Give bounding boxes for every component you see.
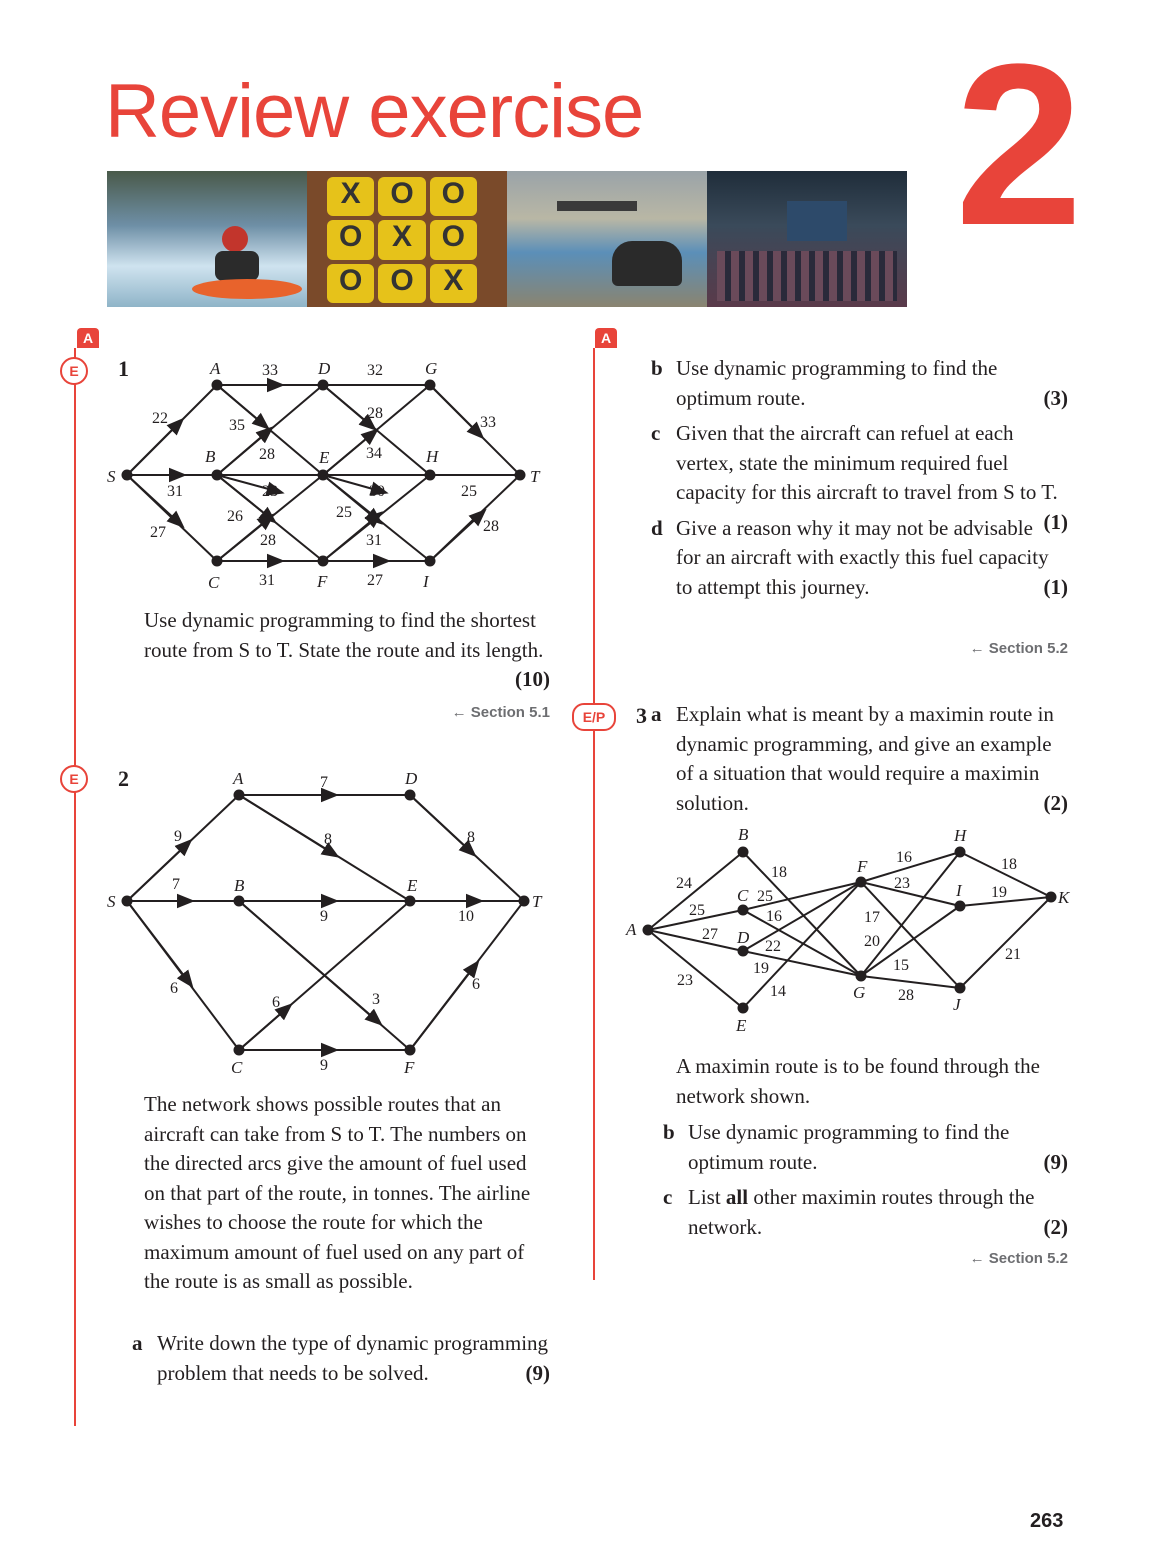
badge-a-right: A: [595, 328, 617, 348]
chapter-number: 2: [955, 16, 1083, 273]
q3-node-c: C: [737, 886, 749, 905]
q1-node-a: A: [210, 359, 221, 378]
q2-part-a-marks: (9): [525, 1360, 550, 1385]
q2-section-link[interactable]: ← Section 5.2: [969, 640, 1068, 657]
q2-part-a: [132, 1329, 550, 1388]
q2-node-e: E: [407, 876, 418, 895]
q1-weight: 28: [260, 532, 276, 549]
q3-weight: 24: [676, 875, 692, 892]
q3-weight: 14: [770, 983, 786, 1000]
badge-e-q1: E: [60, 357, 88, 385]
q3-part-b-label: b: [663, 1120, 675, 1144]
q3-edge-a-e: [648, 930, 743, 1008]
q2-weight: 10: [458, 908, 474, 925]
q1-weight: 31: [259, 572, 275, 589]
header-photo-strip: [107, 171, 907, 307]
q1-node-h: H: [426, 447, 439, 466]
q1-weight: 25: [336, 504, 352, 521]
q2-weight: 7: [172, 876, 180, 893]
stock-exchange-photo: [707, 171, 907, 307]
q1-weight: 28: [483, 518, 499, 535]
q3-part-b-text: Use dynamic programming to find the optimum route.: [688, 1120, 1010, 1174]
q1-weight: 28: [367, 405, 383, 422]
q2-part-c-text: Given that the aircraft can refuel at each vertex, state the minimum required fuel capacity for this aircraft to travel from S to T.: [676, 421, 1058, 504]
q2-part-a-label: a: [132, 1331, 143, 1355]
badge-e-q2: E: [60, 765, 88, 793]
q2-node-b: B: [234, 876, 245, 895]
q3-weight: 21: [1005, 946, 1021, 963]
q1-node-b: B: [205, 447, 216, 466]
q3-weight: 25: [757, 888, 773, 905]
q3-weight: 27: [702, 926, 718, 943]
q2-part-c-marks: (1): [1043, 509, 1068, 534]
q2-node-t: T: [532, 892, 542, 911]
q1-section-link[interactable]: ← Section 5.1: [451, 704, 550, 721]
q3-node-b: B: [738, 825, 749, 844]
q3-part-a-marks: (2): [1043, 790, 1068, 815]
q1-weight: 32: [367, 362, 383, 379]
q3-weight: 18: [1001, 856, 1017, 873]
q3-network-diagram: [620, 820, 1080, 1040]
q3-node-d: D: [737, 928, 750, 947]
q1-node-f: F: [317, 572, 328, 591]
q3-edge-j-k: [960, 897, 1051, 988]
q3-weight: 22: [765, 938, 781, 955]
q3-weight: 20: [864, 933, 880, 950]
q3-intro: A maximin route is to be found through the network shown.: [676, 1054, 1040, 1108]
q2-parts-continued: [651, 354, 1068, 602]
q3-weight: 19: [753, 960, 769, 977]
q2-weight: 9: [174, 828, 182, 845]
q3-node-e: E: [736, 1016, 747, 1035]
q2-weight: 3: [372, 991, 380, 1008]
q1-weight: 34: [366, 445, 382, 462]
q3-weight: 19: [991, 884, 1007, 901]
q2-weight: 8: [324, 831, 332, 848]
q3-part-a: [651, 700, 1068, 818]
right-margin-rule: [593, 348, 595, 1280]
q3-node-i: I: [956, 881, 962, 900]
q1-weight: 31: [366, 532, 382, 549]
q3-weight: 16: [766, 908, 782, 925]
q3-node-g: G: [853, 983, 866, 1002]
q3-parts-bc: [663, 1118, 1068, 1242]
q1-weight: 26: [227, 508, 243, 525]
q3-node-j: J: [953, 995, 961, 1014]
q3-part-c-text-bold: all: [725, 1185, 749, 1209]
q2-weight: 6: [472, 976, 480, 993]
q3-weight: 23: [677, 972, 693, 989]
q3-part-a-text: Explain what is meant by a maximin route in dynamic programming, and give an example of a situation that would require a maximin solution.: [676, 702, 1054, 815]
q2-weight: 7: [320, 774, 328, 791]
q1-node-d: D: [318, 359, 331, 378]
q2-part-a-text: Write down the type of dynamic programming problem that needs to be solved.: [157, 1331, 549, 1385]
q2-node-c: C: [231, 1058, 243, 1077]
q1-weight: 30: [369, 483, 385, 500]
q3-weight: 18: [771, 864, 787, 881]
q1-weight: 23: [262, 483, 278, 500]
q1-weight: 31: [167, 483, 183, 500]
q1-marks: (10): [515, 667, 550, 691]
q1-node-i: I: [423, 572, 429, 591]
q2-node-f: F: [404, 1058, 415, 1077]
q1-weight: 28: [259, 446, 275, 463]
q1-node-g: G: [425, 359, 438, 378]
q1-weight: 27: [367, 572, 383, 589]
page-title: Review exercise: [105, 69, 644, 154]
q3-node-a: A: [626, 920, 637, 939]
badge-ep-q3: E/P: [572, 703, 616, 731]
q3-weight: 28: [898, 987, 914, 1004]
q1-weight: 22: [152, 410, 168, 427]
q2-weight: 6: [272, 994, 280, 1011]
q2-part-b-text: Use dynamic programming to find the optimum route.: [676, 356, 998, 410]
q3-part-b-marks: (9): [1043, 1149, 1068, 1174]
q2-weight: 6: [170, 980, 178, 997]
q2-weight: 8: [467, 829, 475, 846]
q3-number: 3: [636, 703, 647, 728]
q2-node-d: D: [405, 769, 418, 788]
q1-node-t: T: [530, 467, 540, 486]
q3-weight: 16: [896, 849, 912, 866]
q2-part-d-text: Give a reason why it may not be advisable for an aircraft with exactly this fuel capacity to attempt this journey.: [676, 515, 1049, 599]
q2-node-s: S: [107, 892, 116, 911]
q2-part-b-marks: (3): [1043, 385, 1068, 410]
q2-weight: 9: [320, 1057, 328, 1074]
q1-network-diagram: [100, 355, 560, 595]
q3-edge-f-i: [861, 882, 960, 906]
q3-part-a-label: a: [651, 702, 662, 726]
q3-node-h: H: [954, 826, 967, 845]
page-number: 263: [1030, 1510, 1064, 1532]
q2-weight: 9: [320, 908, 328, 925]
elephants-photo: [507, 171, 707, 307]
left-margin-rule: [74, 348, 76, 1426]
q3-weight: 17: [864, 909, 880, 926]
q2-part-d-label: d: [651, 515, 663, 540]
q2-part-c-label: c: [651, 421, 661, 445]
q3-node-k: K: [1058, 888, 1070, 907]
q1-question-text: [144, 606, 550, 695]
q3-weight: 25: [689, 902, 705, 919]
q1-weight: 27: [150, 524, 166, 541]
q1-number: 1: [118, 356, 129, 381]
q1-weight: 25: [461, 483, 477, 500]
q3-edge-b-g: [743, 852, 861, 976]
q2-node-a: A: [233, 769, 244, 788]
kayak-photo: [107, 171, 307, 307]
q2-part-d-marks: (1): [1043, 574, 1068, 599]
q2-network-diagram: [100, 765, 560, 1085]
q1-text: Use dynamic programming to find the shortest route from S to T. State the route and its length.: [144, 608, 544, 662]
q1-node-s: S: [107, 467, 116, 486]
q2-question-text: The network shows possible routes that an aircraft can take from S to T. The numbers on the directed arcs give the amount of fuel used on that part of the route, in tonnes. The airline wishes to choose the route for which the maximum amount of fuel used on any part of the route is as small as possible.: [144, 1092, 531, 1293]
q3-weight: 15: [893, 957, 909, 974]
q3-section-link[interactable]: ← Section 5.2: [969, 1250, 1068, 1267]
q1-weight: 35: [229, 417, 245, 434]
q3-weight: 23: [894, 875, 910, 892]
q1-node-e: E: [319, 448, 330, 467]
badge-a-left: A: [77, 328, 99, 348]
q2-number: 2: [118, 766, 129, 791]
q3-part-c-text-before: List: [688, 1185, 726, 1209]
q1-node-c: C: [208, 573, 220, 592]
q3-part-c-text-after: other maximin routes through the network.: [688, 1185, 1035, 1239]
q1-weight: 33: [480, 414, 496, 431]
q3-node-f: F: [857, 857, 868, 876]
q1-weight: 33: [262, 362, 278, 379]
q3-part-c-label: c: [663, 1185, 673, 1209]
noughts-crosses-photo: X O O O X O O O X: [307, 171, 507, 307]
q3-part-c-marks: (2): [1043, 1214, 1068, 1239]
q2-part-b-label: b: [651, 356, 663, 380]
